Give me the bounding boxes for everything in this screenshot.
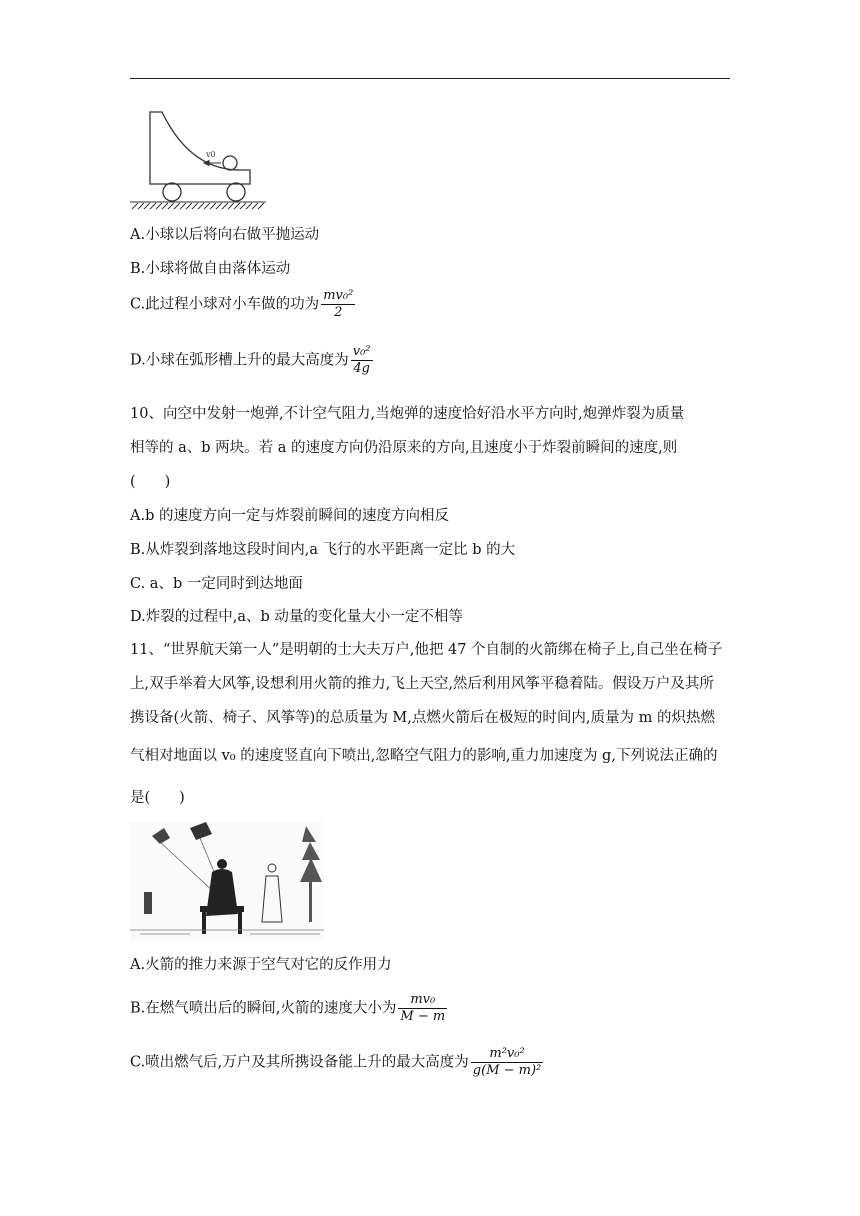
cart-figure: [128, 108, 268, 210]
fraction-denominator: g(M − m)²: [472, 1063, 542, 1078]
q10-option-d: D.炸裂的过程中,a、b 动量的变化量大小一定不相等: [130, 609, 463, 625]
q11-stem-line-3: 携设备(火箭、椅子、风筝等)的总质量为 M,点燃火箭后在极短的时间内,质量为 m 的炽热燃: [130, 710, 715, 726]
q10-option-b: B.从炸裂到落地这段时间内,a 飞行的水平距离一定比 b 的大: [130, 542, 516, 558]
q9-option-c-fraction: [321, 288, 355, 321]
fraction-denominator: M − m: [400, 1009, 446, 1024]
fraction-denominator: 2: [334, 305, 343, 320]
q9-option-c-text: C.此过程小球对小车做的功为: [130, 296, 320, 313]
wanhu-illustration: [130, 822, 324, 940]
q11-option-c-fraction: [471, 1046, 543, 1079]
ground-hatching: [130, 202, 266, 209]
ball: [223, 156, 237, 170]
q11-option-a: A.火箭的推力来源于空气对它的反作用力: [130, 957, 392, 973]
q11-stem-line-4: 气相对地面以 v₀ 的速度竖直向下喷出,忽略空气阻力的影响,重力加速度为 g,下列说法正确的: [130, 748, 718, 764]
q10-stem-line-1: 10、向空中发射一炮弹,不计空气阻力,当炮弹的速度恰好沿水平方向时,炮弹炸裂为质量: [130, 406, 685, 422]
q11-option-c: [130, 1046, 543, 1079]
q11-option-b-fraction: [398, 992, 447, 1025]
q11-option-b: [130, 992, 447, 1025]
q11-option-b-text: B.在燃气喷出后的瞬间,火箭的速度大小为: [130, 1000, 397, 1017]
fraction-numerator: mv₀: [398, 992, 447, 1009]
q10-option-c: C. a、b 一定同时到达地面: [130, 576, 303, 592]
q11-option-c-text: C.喷出燃气后,万户及其所携设备能上升的最大高度为: [130, 1054, 469, 1071]
cart-body: [150, 112, 250, 201]
q9-option-c: [130, 288, 355, 321]
seal-stamp: [144, 892, 152, 914]
q9-option-d-text: D.小球在弧形槽上升的最大高度为: [130, 352, 349, 369]
q11-stem-line-2: 上,双手举着大风筝,设想利用火箭的推力,飞上天空,然后利用风筝平稳着陆。假设万户及其所: [130, 676, 714, 692]
q9-option-b: B.小球将做自由落体运动: [130, 261, 291, 277]
q11-stem-line-5: 是( ): [130, 790, 185, 806]
q11-stem-line-1: 11、“世界航天第一人”是明朝的士大夫万户,他把 47 个自制的火箭绑在椅子上,自己坐在椅子: [130, 642, 723, 658]
fraction-numerator: m²v₀²: [471, 1046, 543, 1063]
q9-option-a: A.小球以后将向右做平抛运动: [130, 227, 320, 243]
q10-option-a: A.b 的速度方向一定与炸裂前瞬间的速度方向相反: [130, 508, 449, 524]
velocity-label: v0: [206, 150, 216, 159]
fraction-numerator: v₀²: [352, 344, 371, 359]
q9-option-d-fraction: [351, 344, 373, 377]
fraction-numerator: mv₀²: [323, 288, 354, 303]
fraction-denominator: 4g: [353, 361, 370, 376]
q10-stem-line-2: 相等的 a、b 两块。若 a 的速度方向仍沿原来的方向,且速度小于炸裂前瞬间的速度,则: [130, 440, 678, 456]
q9-option-d: [130, 344, 373, 377]
header-rule: [130, 78, 730, 79]
q10-stem-line-3: ( ): [130, 474, 171, 490]
